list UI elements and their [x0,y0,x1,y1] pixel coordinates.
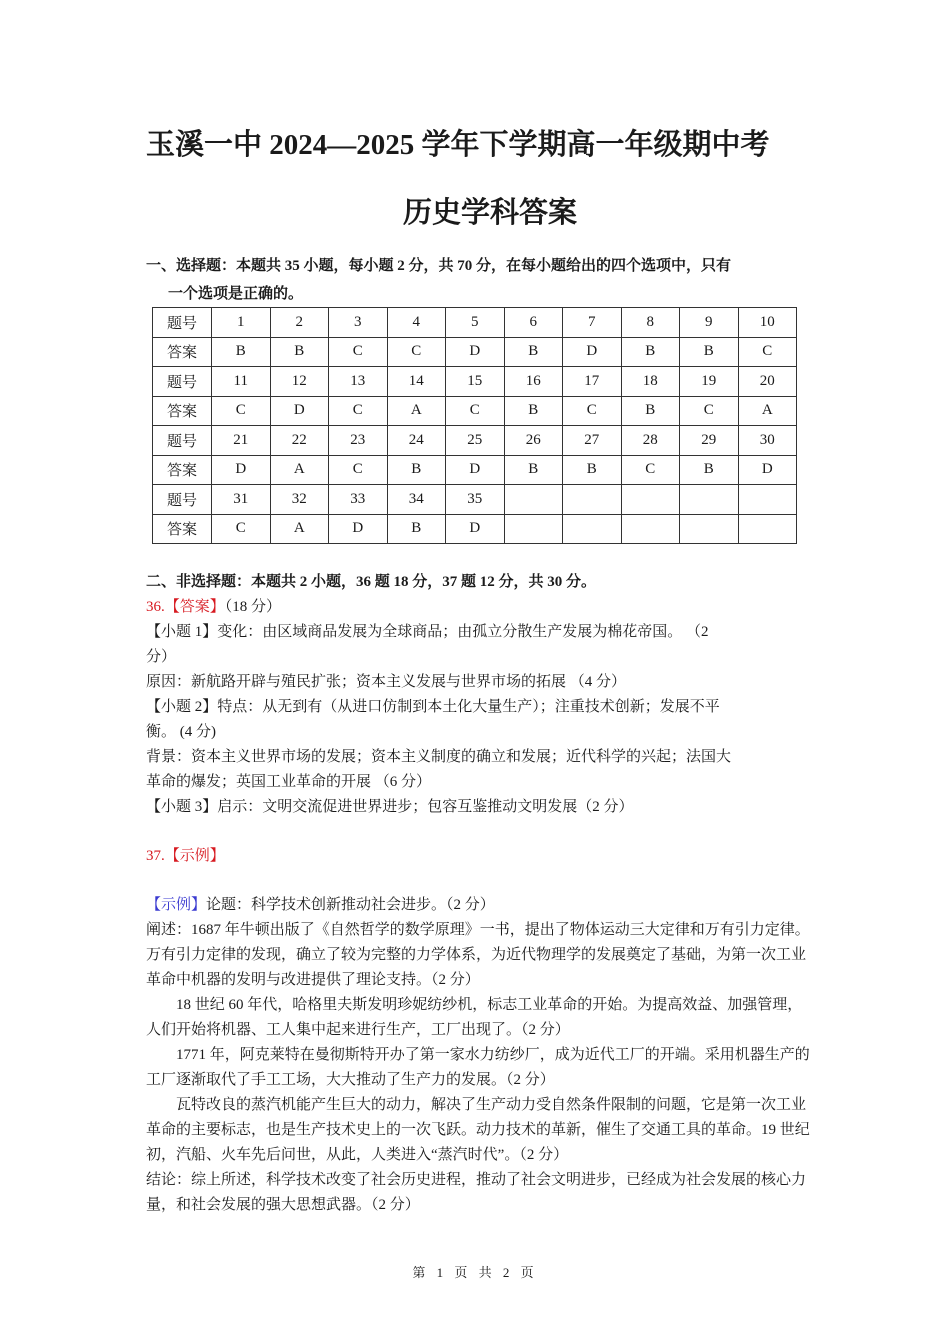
answer-cell: C [329,396,388,426]
answer-cell: B [504,337,563,367]
answer-cell: C [738,337,797,367]
q36-line: 原因：新航路开辟与殖民扩张；资本主义发展与世界市场的拓展 （4 分） [146,674,627,690]
question-number-cell: 16 [504,367,563,397]
row-header: 答案 [153,396,212,426]
answer-cell: D [446,455,505,485]
answer-cell: B [212,337,271,367]
question-number-cell: 10 [738,308,797,338]
question-number-cell: 18 [621,367,680,397]
question-number-cell: 12 [270,367,329,397]
table-number-row [153,308,797,338]
question-number-cell: 25 [446,426,505,456]
q36-label: 36.【答案】 [146,599,225,615]
q36-line: 【小题 3】启示：文明交流促进世界进步；包容互鉴推动文明发展（2 分） [146,799,634,815]
question-number-cell: 21 [212,426,271,456]
q37-example-tag: 【示例】 [146,897,207,913]
answer-cell: A [270,514,329,544]
question-number-cell: 29 [680,426,739,456]
question-number-cell: 3 [329,308,388,338]
section1-heading [146,252,816,308]
question-number-cell: 11 [212,367,271,397]
answer-body [146,595,810,1218]
question-number-cell: 15 [446,367,505,397]
answer-cell: D [270,396,329,426]
question-number-cell: 20 [738,367,797,397]
answer-cell: C [680,396,739,426]
row-header: 题号 [153,485,212,515]
row-header: 题号 [153,308,212,338]
question-number-cell: 34 [387,485,446,515]
question-number-cell: 9 [680,308,739,338]
section1-heading-line1: 一、选择题：本题共 35 小题，每小题 2 分，共 70 分，在每小题给出的四个选项中，只有 [146,258,732,274]
question-number-cell: 23 [329,426,388,456]
q36-line: 【小题 2】特点：从无到有（从进口仿制到本土化大量生产）；注重技术创新；发展不平 [146,699,720,715]
answer-cell: B [621,337,680,367]
table-answer-row [153,514,797,544]
question-number-cell [621,485,680,515]
question-number-cell: 1 [212,308,271,338]
answer-cell: C [563,396,622,426]
section2-heading: 二、非选择题：本题共 2 小题，36 题 18 分，37 题 12 分，共 30 分。 [146,574,597,590]
question-number-cell: 32 [270,485,329,515]
answer-cell: B [680,337,739,367]
answer-cell: A [270,455,329,485]
answer-cell: D [738,455,797,485]
table-answer-row [153,396,797,426]
q37-paragraph: 阐述：1687 年牛顿出版了《自然哲学的数学原理》一书，提出了物体运动三大定律和万有引力定律。万有引力定律的发现，确立了较为完整的力学体系，为近代物理学的发展奠定了基础，为第一次工业革命中机器的发明与改进提供了理论支持。（2 分） [146,922,810,988]
q37-conclusion: 结论：综上所述，科学技术改变了社会历史进程，推动了社会文明进步，已经成为社会发展的核心力量，和社会发展的强大思想武器。（2 分） [146,1172,807,1213]
answer-cell: C [621,455,680,485]
q36-line: 【小题 1】变化：由区域商品发展为全球商品；由孤立分散生产发展为棉花帝国。 （2 [146,624,709,640]
q36-header [146,595,810,620]
row-header: 题号 [153,426,212,456]
section1-heading-line2: 一个选项是正确的。 [168,286,304,302]
answer-cell: C [446,396,505,426]
question-number-cell: 17 [563,367,622,397]
q37-paragraph: 18 世纪 60 年代，哈格里夫斯发明珍妮纺纱机，标志工业革命的开始。为提高效益、加强管理，人们开始将机器、工人集中起来进行生产，工厂出现了。（2 分） [146,997,803,1038]
answer-cell [680,514,739,544]
question-number-cell: 22 [270,426,329,456]
answer-cell: B [563,455,622,485]
answer-cell: B [387,514,446,544]
question-number-cell: 24 [387,426,446,456]
answer-cell: A [387,396,446,426]
answer-cell: C [329,337,388,367]
q37-paragraph: 1771 年，阿克莱特在曼彻斯特开办了第一家水力纺纱厂，成为近代工厂的开端。采用机器生产的工厂逐渐取代了手工工场，大大推动了生产力的发展。（2 分） [146,1047,810,1088]
question-number-cell: 8 [621,308,680,338]
q36-line: 分） [146,649,177,665]
answer-cell: D [563,337,622,367]
question-number-cell: 14 [387,367,446,397]
table-answer-row [153,337,797,367]
answer-cell: C [212,396,271,426]
answer-cell: D [446,337,505,367]
question-number-cell: 13 [329,367,388,397]
page-footer: 第 1 页 共 2 页 [412,1265,538,1280]
document-title: 玉溪一中 2024—2025 学年下学期高一年级期中考 [146,129,770,161]
question-number-cell: 35 [446,485,505,515]
question-number-cell: 2 [270,308,329,338]
question-number-cell [680,485,739,515]
table-number-row [153,367,797,397]
table-answer-row [153,455,797,485]
answer-cell [738,514,797,544]
answer-cell: B [504,396,563,426]
q36-line: 革命的爆发；英国工业革命的开展 （6 分） [146,774,432,790]
answer-cell: B [504,455,563,485]
answer-cell: B [270,337,329,367]
answer-cell [563,514,622,544]
document-subtitle: 历史学科答案 [402,197,577,229]
row-header: 题号 [153,367,212,397]
q37-paragraph: 瓦特改良的蒸汽机能产生巨大的动力，解决了生产动力受自然条件限制的问题，它是第一次工业革命的主要标志，也是生产技术史上的一次飞跃。动力技术的革新，催生了交通工具的革命。19 世纪初，汽船、火车先后问世，从此，人类进入“蒸汽时代”。（2 分） [146,1097,810,1163]
q37-thesis-line [146,893,810,918]
question-number-cell [563,485,622,515]
answer-cell: A [738,396,797,426]
question-number-cell [738,485,797,515]
answer-cell [621,514,680,544]
question-number-cell: 4 [387,308,446,338]
question-number-cell: 19 [680,367,739,397]
answer-cell: C [329,455,388,485]
q37-label: 37.【示例】 [146,848,225,864]
q36-score: （18 分） [224,599,282,615]
answer-cell: D [329,514,388,544]
question-number-cell: 28 [621,426,680,456]
answer-table [152,307,797,544]
question-number-cell: 7 [563,308,622,338]
q36-line: 衡。 (4 分) [146,724,216,740]
question-number-cell: 30 [738,426,797,456]
question-number-cell: 27 [563,426,622,456]
answer-cell: B [680,455,739,485]
question-number-cell: 26 [504,426,563,456]
answer-cell: B [387,455,446,485]
q37-thesis: 论题：科学技术创新推动社会进步。（2 分） [206,897,495,913]
question-number-cell: 31 [212,485,271,515]
answer-cell: C [212,514,271,544]
answer-cell [504,514,563,544]
table-number-row [153,426,797,456]
q36-line: 背景：资本主义世界市场的发展；资本主义制度的确立和发展；近代科学的兴起；法国大 [146,749,732,765]
row-header: 答案 [153,455,212,485]
question-number-cell: 33 [329,485,388,515]
question-number-cell [504,485,563,515]
answer-cell: D [212,455,271,485]
answer-cell: D [446,514,505,544]
answer-cell: B [621,396,680,426]
question-number-cell: 5 [446,308,505,338]
row-header: 答案 [153,514,212,544]
question-number-cell: 6 [504,308,563,338]
table-number-row [153,485,797,515]
answer-cell: C [387,337,446,367]
row-header: 答案 [153,337,212,367]
